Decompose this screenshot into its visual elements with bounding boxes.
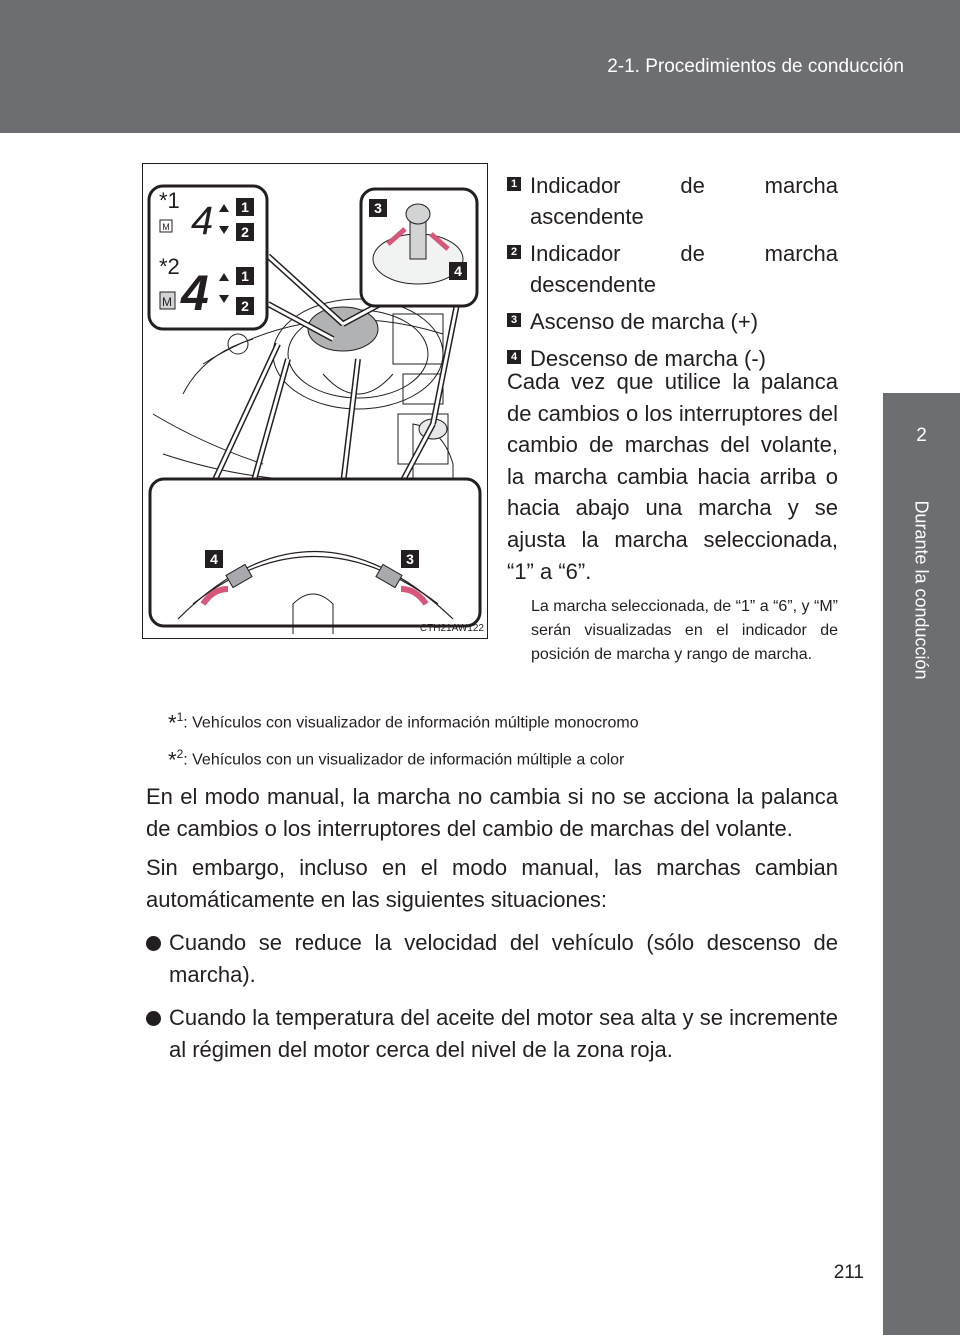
footnote-text: : Vehículos con visualizador de información múltiple monocromo [183,714,639,732]
badge-1b: 1 [241,268,249,284]
legend-text-3: Ascenso de marcha (+) [530,309,759,334]
body-paragraph-2: Sin embargo, incluso en el modo manual, las marchas cambian automáticamente en las siguientes situaciones: [146,855,838,912]
badge-3a: 3 [374,200,382,216]
legend-item-3 [507,306,838,337]
figure-code: CTH21AW122 [419,623,484,634]
footnote-2 [168,743,624,771]
gear-digit-mono: 4 [191,199,214,243]
legend-badge-2: 2 [507,245,521,259]
footnote-sup: 2 [176,747,184,761]
section-title: 2-1. Procedimientos de conducción [607,56,904,77]
footnote-text: : Vehículos con un visualizador de información múltiple a color [183,751,625,769]
gear-digit-color: 4 [181,265,209,321]
footnote-1 [168,706,639,734]
legend-list [507,170,838,380]
shift-illustration [142,163,488,639]
manual-mode-icon-color: M [162,295,172,309]
legend-badge-3: 3 [507,313,521,327]
badge-2a: 2 [241,224,249,240]
footnote-star: * [168,710,177,736]
bullet-text-1: Cuando se reduce la velocidad del vehículo (sólo descenso de marcha). [169,930,838,987]
legend-item-2 [507,238,838,300]
footnote-sup: 1 [176,710,184,724]
bullet-dot-icon [146,936,161,951]
legend-text-4: Descenso de marcha (-) [530,346,766,371]
legend-badge-1: 1 [507,177,521,191]
bullet-item-1 [146,927,838,991]
shift-note: La marcha seleccionada, de “1” a “6”, y “M” serán visualizadas en el indicador de posición de marcha y rango de marcha. [531,598,838,663]
badge-4a: 4 [454,263,462,279]
chapter-label: Durante la conducción [911,500,932,680]
bullet-dot-icon [146,1011,161,1026]
badge-3b: 3 [406,551,414,567]
page-number: 211 [833,1262,864,1283]
cockpit-drawing [143,164,486,637]
body-paragraph-1: En el modo manual, la marcha no cambia si no se acciona la palanca de cambios o los interruptores del cambio de marchas del volante. [146,784,838,841]
badge-1a: 1 [241,199,249,215]
footnote-star: * [168,747,177,773]
legend-text-2: Indicador de marcha descendente [530,241,838,297]
badge-2b: 2 [241,298,249,314]
legend-item-1 [507,170,838,232]
star-2-marker: *2 [159,254,180,279]
bullet-item-2 [146,1002,838,1066]
badge-4b: 4 [210,551,218,567]
chapter-number: 2 [916,425,927,446]
bullet-text-2: Cuando la temperatura del aceite del motor sea alta y se incremente al régimen del motor cerca del nivel de la zona roja. [169,1005,838,1062]
shift-description: Cada vez que utilice la palanca de cambios o los interruptores del cambio de marchas del volante, la marcha cambia hacia arriba o hacia abajo una marcha y se ajusta la marcha seleccionada, “1” a “6”. [507,369,838,584]
legend-text-1: Indicador de marcha ascendente [530,173,838,229]
star-1-marker: *1 [159,188,180,213]
legend-badge-4: 4 [507,350,521,364]
manual-mode-icon-small: M [162,222,170,232]
